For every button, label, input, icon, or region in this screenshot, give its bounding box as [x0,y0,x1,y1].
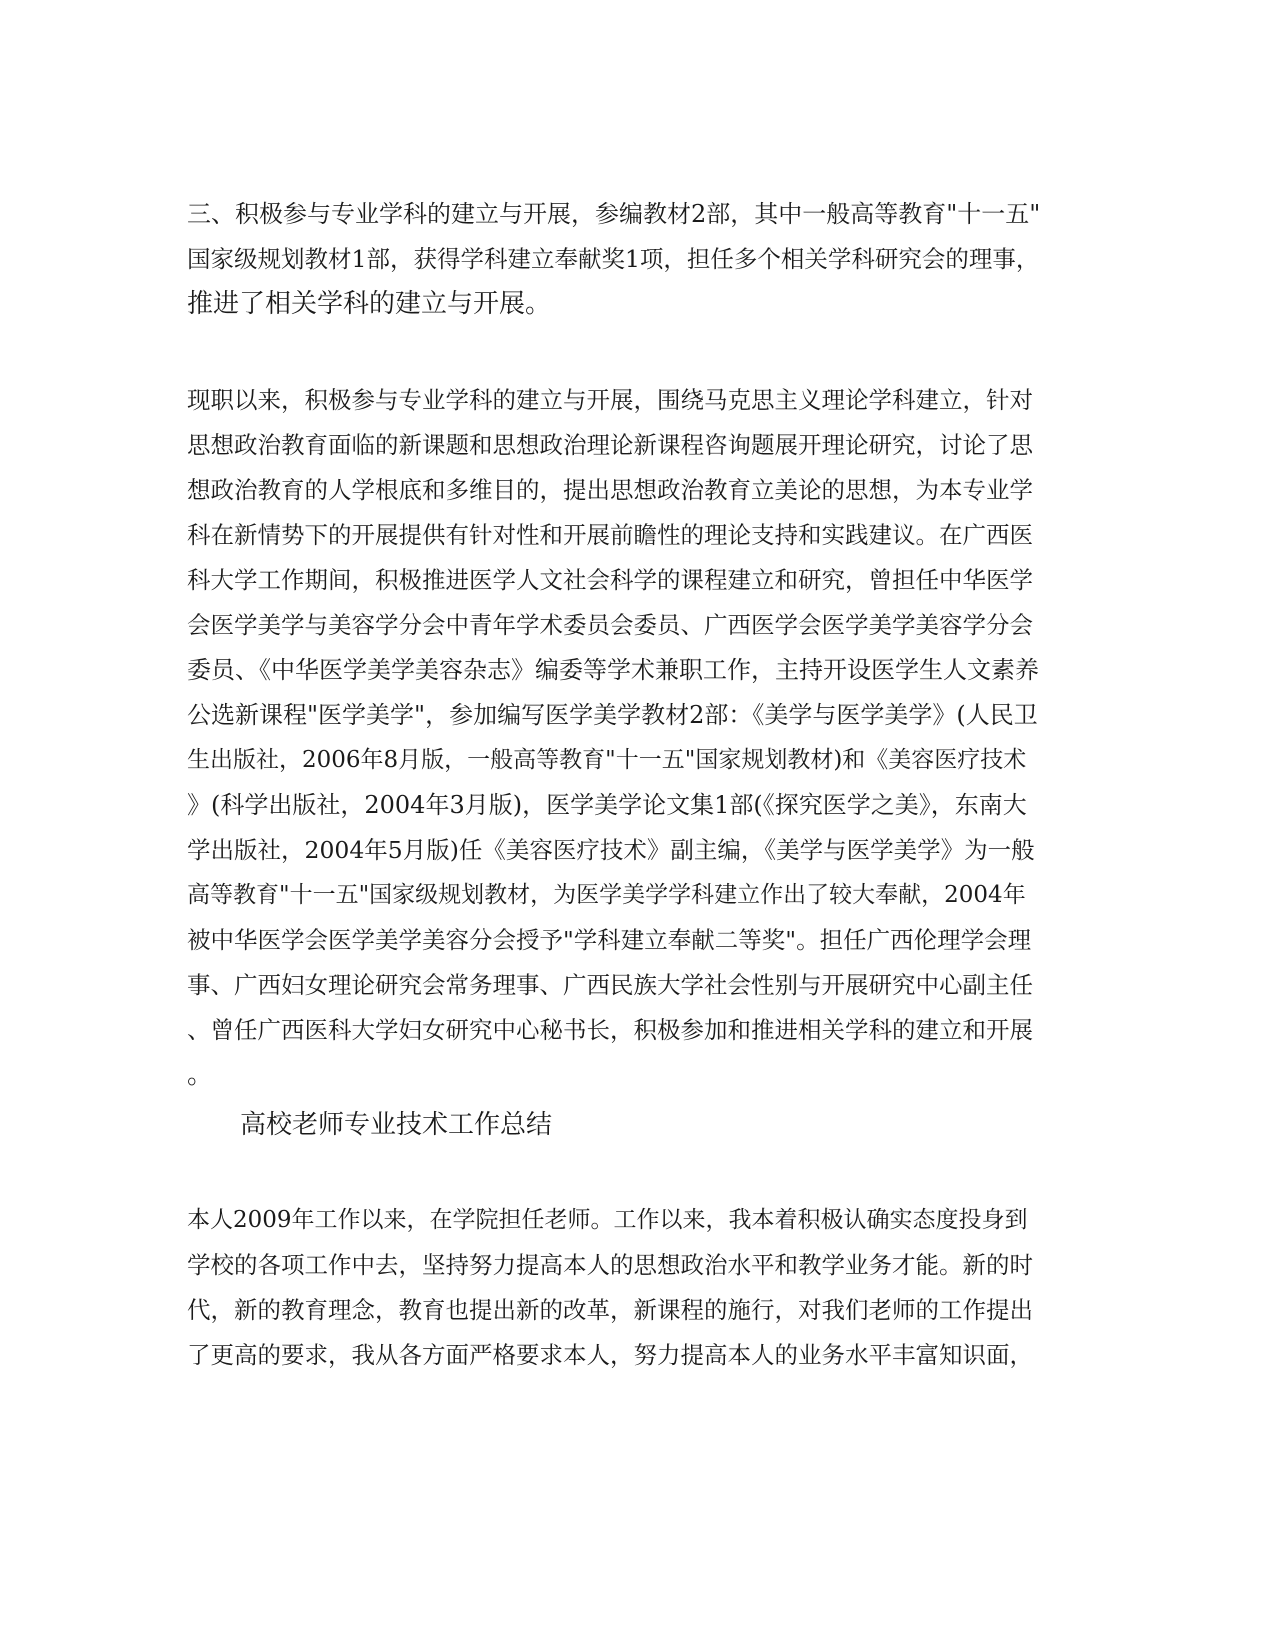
text-line: 科在新情势下的开展提供有针对性和开展前瞻性的理论支持和实践建议。在广西医 [187,521,1033,549]
text-line: 生出版社，2006年8月版，一般高等教育"十一五"国家规划教材)和《美容医疗技术 [187,747,1027,773]
text-line: 三、积极参与专业学科的建立与开展，参编教材2部，其中一般高等教育"十一五" [187,200,1041,228]
text-line: 国家级规划教材1部，获得学科建立奉献奖1项，担任多个相关学科研究会的理事， [187,245,1040,273]
text-line: 科大学工作期间，积极推进医学人文社会科学的课程建立和研究，曾担任中华医学 [187,566,1033,594]
text-line: 本人2009年工作以来，在学院担任老师。工作以来，我本着积极认确实态度投身到 [187,1207,1028,1233]
text-line: 委员、《中华医学美学美容杂志》编委等学术兼职工作，主持开设医学生人文素养 [187,656,1039,684]
text-line: 代，新的教育理念，教育也提出新的改革，新课程的施行，对我们老师的工作提出 [187,1296,1033,1324]
text-line: 公选新课程"医学美学"，参加编写医学美学教材2部：《美学与医学美学》(人民卫 [187,701,1038,729]
text-line: 、曾任广西医科大学妇女研究中心秘书长，积极参加和推进相关学科的建立和开展 [187,1016,1033,1044]
text-line: 思想政治教育面临的新课题和思想政治理论新课程咨询题展开理论研究，讨论了思 [187,431,1033,459]
section-heading: 高校老师专业技术工作总结 [240,1110,553,1140]
text-line: 高等教育"十一五"国家级规划教材，为医学美学学科建立作出了较大奉献，2004年 [187,882,1026,908]
text-line: 了更高的要求，我从各方面严格要求本人，努力提高本人的业务水平丰富知识面， [187,1341,1033,1369]
text-line: 学出版社，2004年5月版)任《美容医疗技术》副主编，《美学与医学美学》为一般 [187,836,1035,864]
text-line: 现职以来，积极参与专业学科的建立与开展，围绕马克思主义理论学科建立，针对 [187,386,1033,414]
text-line: 想政治教育的人学根底和多维目的，提出思想政治教育立美论的思想，为本专业学 [187,476,1033,504]
text-line: 学校的各项工作中去，坚持努力提高本人的思想政治水平和教学业务才能。新的时 [187,1251,1033,1279]
text-line: 被中华医学会医学美学美容分会授予"学科建立奉献二等奖"。担任广西伦理学会理 [187,926,1032,954]
text-line: 事、广西妇女理论研究会常务理事、广西民族大学社会性别与开展研究中心副主任 [187,971,1033,999]
text-line: 。 [187,1060,214,1090]
text-line: 推进了相关学科的建立与开展。 [187,289,552,319]
text-line: 会医学美学与美容学分会中青年学术委员会委员、广西医学会医学美学美容学分会 [187,611,1033,639]
text-line: 》(科学出版社，2004年3月版)，医学美学论文集1部(《探究医学之美》，东南大 [187,791,1027,819]
